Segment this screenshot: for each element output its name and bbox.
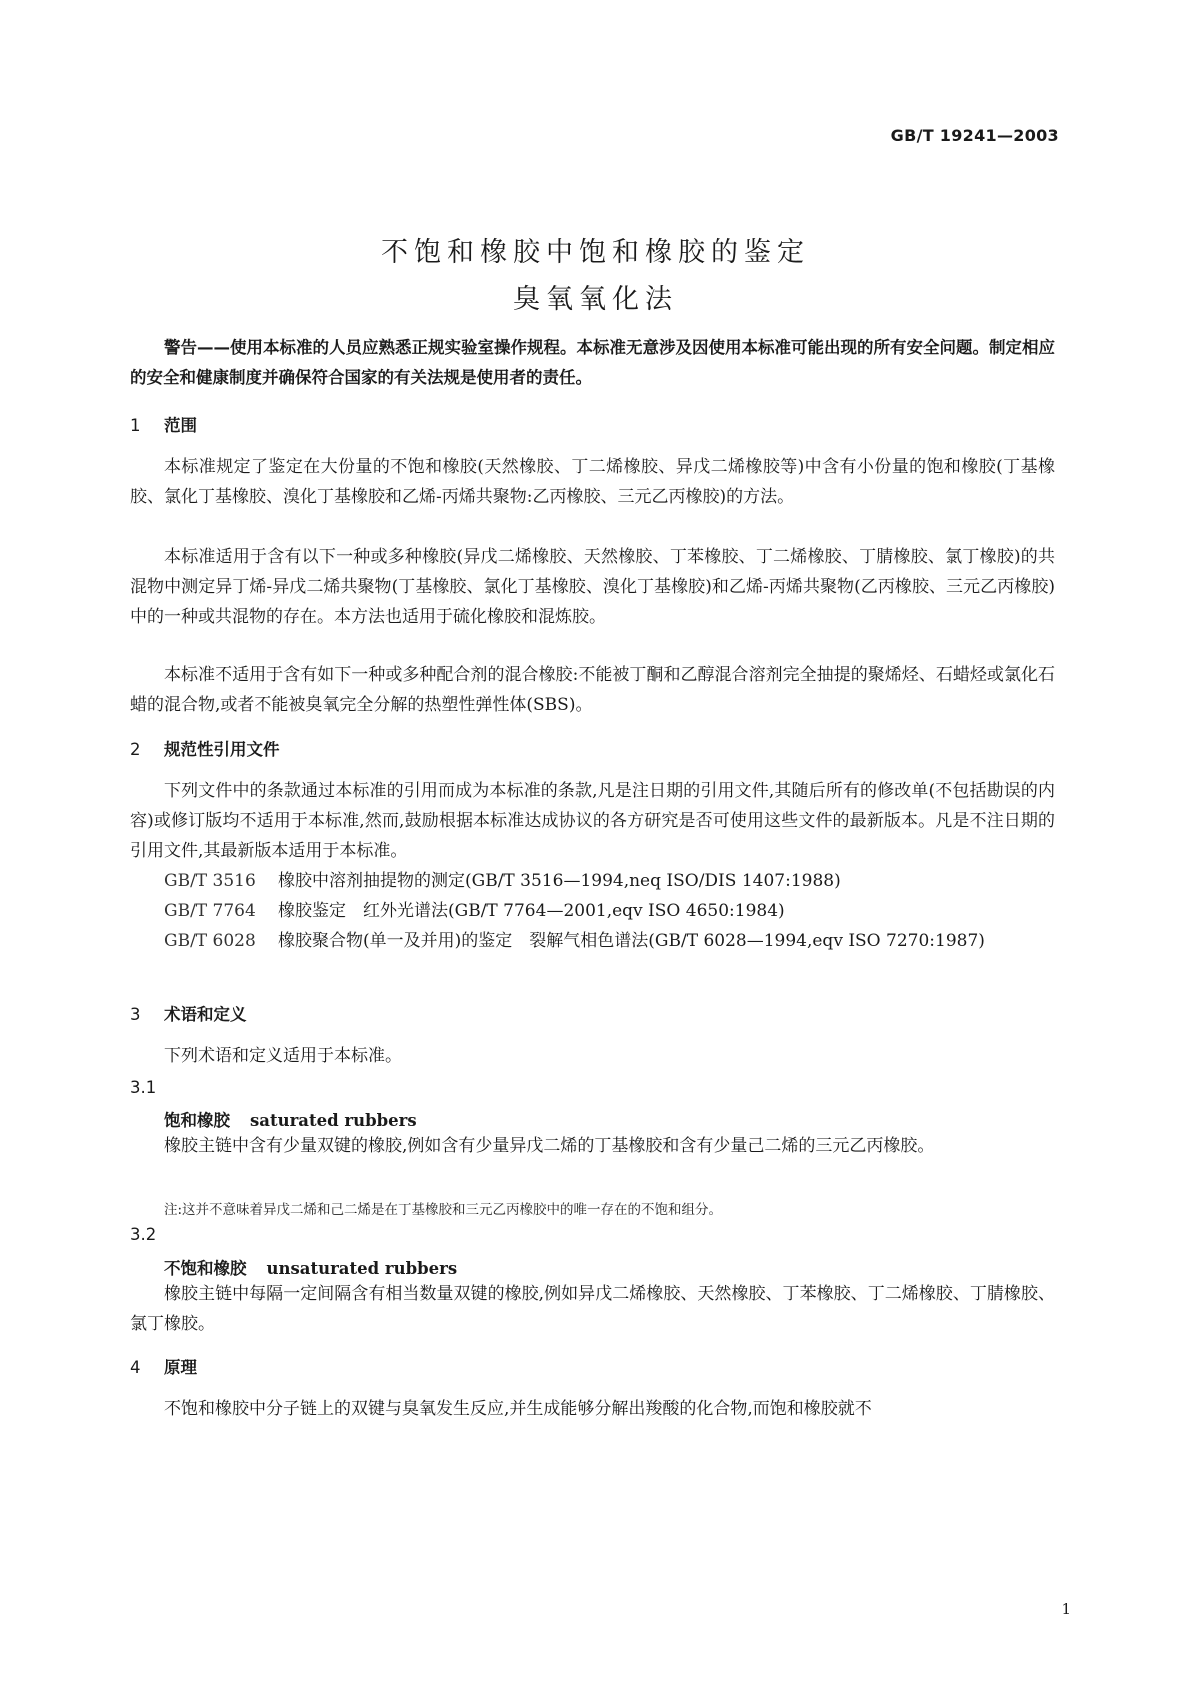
section-number: 3 bbox=[130, 1005, 141, 1024]
section-title: 规范性引用文件 bbox=[164, 740, 280, 759]
standard-number: GB/T 19241—2003 bbox=[890, 126, 1059, 145]
section-3-intro: 下列术语和定义适用于本标准。 bbox=[164, 1046, 402, 1066]
reference-item bbox=[164, 896, 1055, 926]
section-title: 范围 bbox=[164, 416, 197, 435]
term-3-2-number: 3.2 bbox=[130, 1225, 157, 1244]
section-1-paragraph-1: 本标准规定了鉴定在大份量的不饱和橡胶(天然橡胶、丁二烯橡胶、异戊二烯橡胶等)中含有小份量的饱和橡胶(丁基橡胶、氯化丁基橡胶、溴化丁基橡胶和乙烯-丙烯共聚物:乙丙橡胶、三元乙丙橡胶)的方法。 bbox=[130, 457, 1055, 507]
warning-text: 使用本标准的人员应熟悉正规实验室操作规程。本标准无意涉及因使用本标准可能出现的所有安全问题。制定相应的安全和健康制度并确保符合国家的有关法规是使用者的责任。 bbox=[130, 338, 1055, 387]
reference-item bbox=[164, 866, 1055, 896]
term-3-1-definition: 橡胶主链中含有少量双键的橡胶,例如含有少量异戊二烯的丁基橡胶和含有少量己二烯的三元乙丙橡胶。 bbox=[164, 1136, 935, 1156]
warning-label: 警告—— bbox=[164, 338, 230, 357]
term-3-2-heading bbox=[164, 1255, 457, 1279]
section-title: 术语和定义 bbox=[164, 1005, 247, 1024]
section-2-paragraph-1: 下列文件中的条款通过本标准的引用而成为本标准的条款,凡是注日期的引用文件,其随后所有的修改单(不包括勘误的内容)或修订版均不适用于本标准,然而,鼓励根据本标准达成协议的各方研究是否可使用这些文件的最新版本。凡是不注日期的引用文件,其最新版本适用于本标准。 bbox=[130, 781, 1055, 861]
section-4-paragraph-1: 不饱和橡胶中分子链上的双键与臭氧发生反应,并生成能够分解出羧酸的化合物,而饱和橡胶就不 bbox=[164, 1399, 872, 1419]
section-4-heading bbox=[130, 1354, 197, 1378]
reference-title: 橡胶聚合物(单一及并用)的鉴定 裂解气相色谱法(GB/T 6028—1994,eqv ISO 7270:1987) bbox=[278, 931, 985, 951]
document-title: 不饱和橡胶中饱和橡胶的鉴定 bbox=[381, 237, 810, 268]
section-number: 1 bbox=[130, 416, 141, 435]
section-1-paragraph-2: 本标准适用于含有以下一种或多种橡胶(异戊二烯橡胶、天然橡胶、丁苯橡胶、丁二烯橡胶、丁腈橡胶、氯丁橡胶)的共混物中测定异丁烯-异戊二烯共聚物(丁基橡胶、氯化丁基橡胶、溴化丁基橡胶)和乙烯-丙烯共聚物(乙丙橡胶、三元乙丙橡胶)中的一种或共混物的存在。本方法也适用于硫化橡胶和混炼胶。 bbox=[130, 547, 1055, 627]
section-3-heading bbox=[130, 1001, 247, 1025]
document-subtitle: 臭氧氧化法 bbox=[513, 284, 678, 315]
term-3-1-number: 3.1 bbox=[130, 1078, 157, 1097]
section-number: 2 bbox=[130, 740, 141, 759]
term-english: unsaturated rubbers bbox=[266, 1259, 458, 1278]
reference-code: GB/T 7764 bbox=[164, 901, 256, 921]
term-chinese: 不饱和橡胶 bbox=[164, 1259, 247, 1278]
term-chinese: 饱和橡胶 bbox=[164, 1111, 230, 1130]
page-number: 1 bbox=[1061, 1600, 1071, 1618]
section-1-paragraph-3: 本标准不适用于含有如下一种或多种配合剂的混合橡胶:不能被丁酮和乙醇混合溶剂完全抽提的聚烯烃、石蜡烃或氯化石蜡的混合物,或者不能被臭氧完全分解的热塑性弹性体(SBS)。 bbox=[130, 665, 1055, 715]
term-3-2-definition: 橡胶主链中每隔一定间隔含有相当数量双键的橡胶,例如异戊二烯橡胶、天然橡胶、丁苯橡胶、丁二烯橡胶、丁腈橡胶、氯丁橡胶。 bbox=[130, 1284, 1055, 1334]
reference-code: GB/T 3516 bbox=[164, 871, 256, 891]
section-title: 原理 bbox=[164, 1358, 197, 1377]
section-1-heading bbox=[130, 412, 197, 436]
term-english: saturated rubbers bbox=[250, 1111, 417, 1130]
section-number: 4 bbox=[130, 1358, 141, 1377]
reference-item bbox=[164, 926, 1055, 956]
reference-title: 橡胶鉴定 红外光谱法(GB/T 7764—2001,eqv ISO 4650:1984) bbox=[278, 901, 785, 921]
warning-paragraph bbox=[130, 333, 1055, 393]
reference-title: 橡胶中溶剂抽提物的测定(GB/T 3516—1994,neq ISO/DIS 1407:1988) bbox=[278, 871, 841, 891]
section-2-heading bbox=[130, 736, 280, 760]
term-3-1-heading bbox=[164, 1107, 417, 1131]
term-3-1-note: 注:这并不意味着异戊二烯和己二烯是在丁基橡胶和三元乙丙橡胶中的唯一存在的不饱和组分。 bbox=[164, 1202, 723, 1218]
reference-code: GB/T 6028 bbox=[164, 931, 256, 951]
